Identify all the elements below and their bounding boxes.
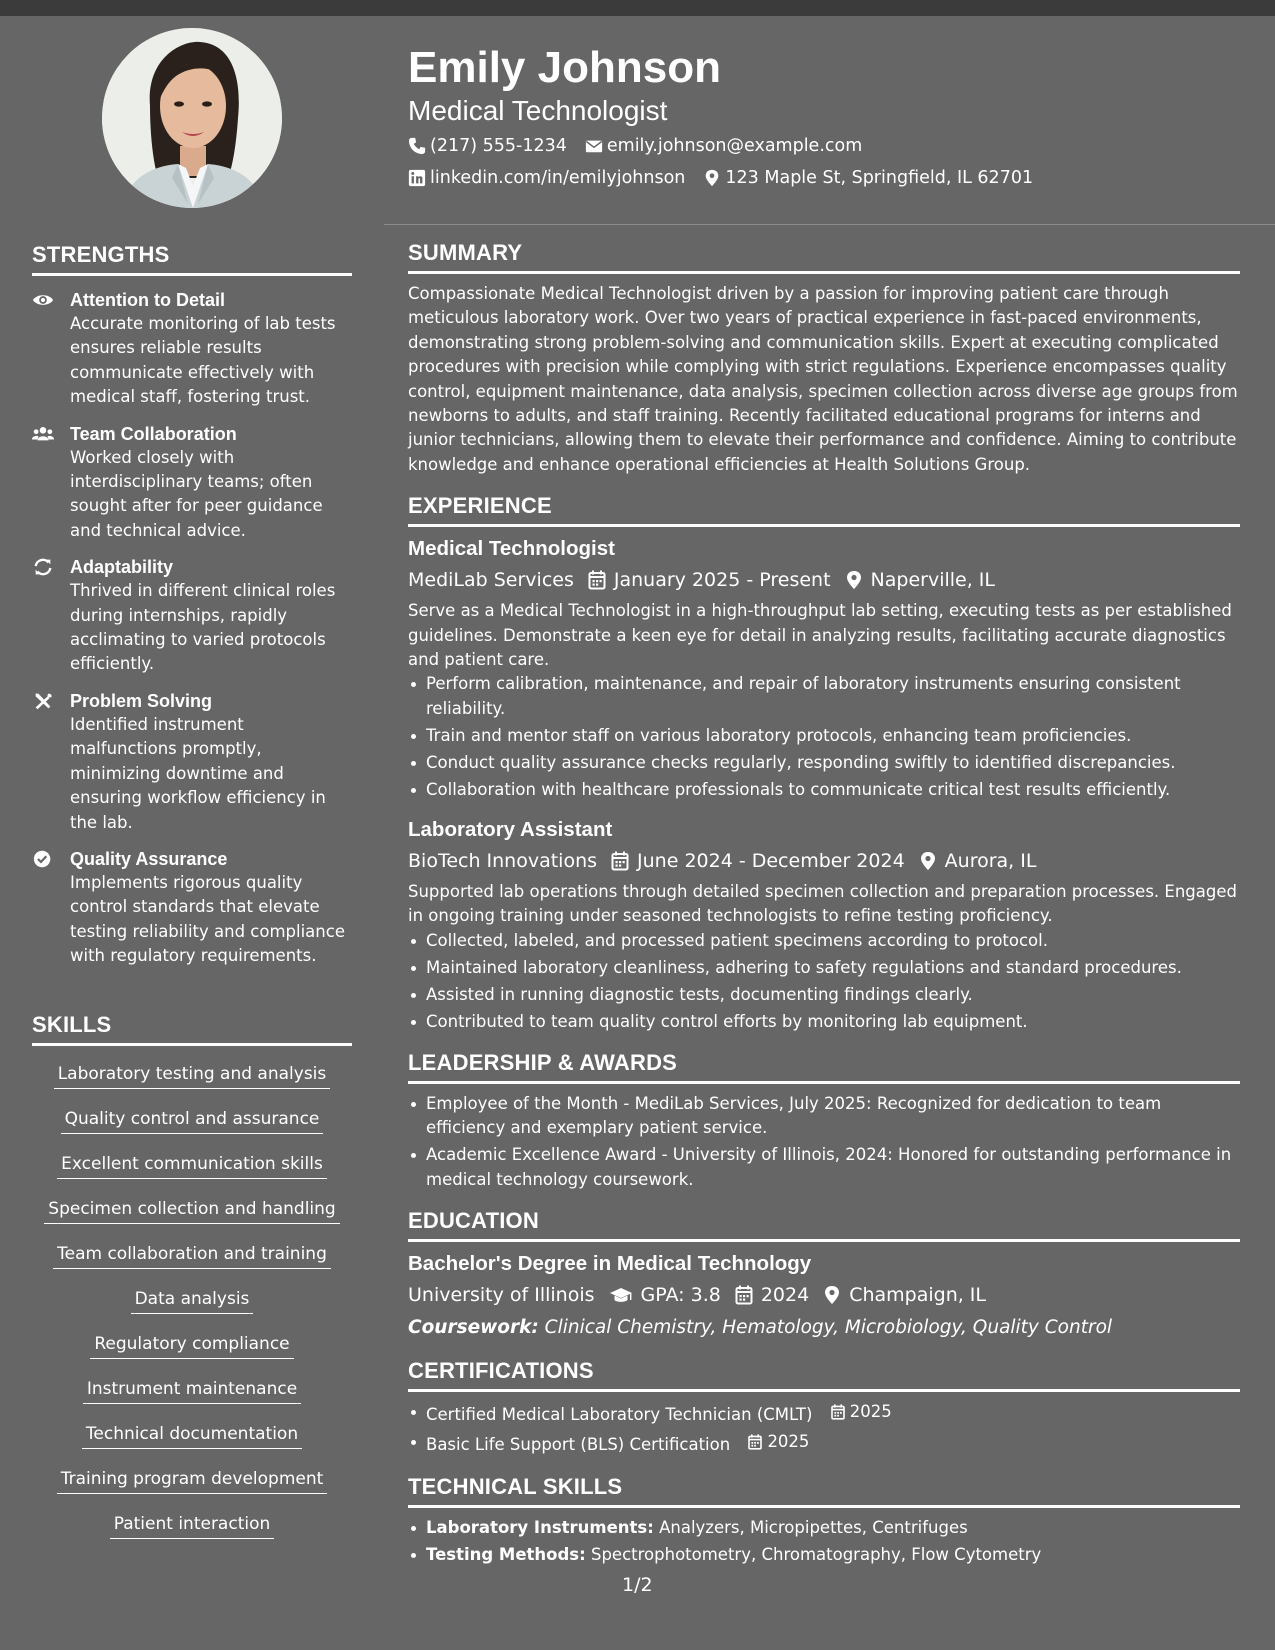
- strength-item: [32, 847, 352, 969]
- email-link[interactable]: emily.johnson@example.com: [606, 136, 863, 156]
- job-description: Serve as a Medical Technologist in a high-throughput lab setting, executing tests as per established guidelines. Demonstrate a keen eye for detail in analyzing results, facilitating accurate diagnostics and patient care.: [408, 601, 1232, 670]
- strength-item: [32, 288, 352, 410]
- experience-heading: EXPERIENCE: [408, 493, 1240, 527]
- job-bullet: Train and mentor staff on various laboratory protocols, enhancing team proficiencies.: [408, 724, 1240, 748]
- job-title: Laboratory Assistant: [408, 818, 613, 841]
- certification-item: [408, 1400, 1240, 1428]
- coursework-list: Clinical Chemistry, Hematology, Microbiology, Quality Control: [544, 1317, 1113, 1339]
- graduation-year: 2024: [760, 1284, 810, 1307]
- job-location: Naperville, IL: [870, 569, 995, 592]
- education-section: [408, 1208, 1240, 1342]
- technical-skill-value: Spectrophotometry, Chromatography, Flow Cytometry: [590, 1544, 1042, 1564]
- skill-item: Patient interaction: [110, 1512, 275, 1539]
- education-heading: EDUCATION: [408, 1208, 1240, 1242]
- coursework-label: Coursework:: [408, 1317, 539, 1339]
- gpa: GPA: 3.8: [640, 1284, 721, 1307]
- job-bullet: Assisted in running diagnostic tests, documenting findings clearly.: [408, 983, 1240, 1007]
- skills-list: [32, 1062, 352, 1557]
- top-bar: [0, 0, 1275, 16]
- job-location: Aurora, IL: [944, 850, 1037, 872]
- strength-name: Problem Solving: [70, 690, 213, 711]
- calendar-icon: [588, 570, 606, 590]
- company-name: BioTech Innovations: [408, 850, 598, 872]
- school-location: Champaign, IL: [849, 1284, 987, 1307]
- coursework: [408, 1314, 1240, 1342]
- strengths-list: [32, 288, 352, 981]
- job-dates: January 2025 - Present: [613, 569, 831, 592]
- technical-skills-section: [408, 1474, 1240, 1567]
- skill-item: Quality control and assurance: [61, 1107, 324, 1134]
- education-meta: [408, 1280, 1240, 1310]
- skill-item: Training program development: [57, 1467, 328, 1494]
- job-bullet: Maintained laboratory cleanliness, adhering to safety regulations and standard procedures.: [408, 956, 1240, 980]
- job-bullet: Conduct quality assurance checks regularly, responding swiftly to identified discrepancies.: [408, 751, 1240, 775]
- job-entry: [408, 816, 1240, 1034]
- strength-name: Team Collaboration: [70, 423, 237, 444]
- summary-text: Compassionate Medical Technologist driven by a passion for improving patient care through meticulous laboratory work. Over two years of practical experience in fast-paced environments, demonstrating strong problem-solving and communication skills. Expert at executing complicated procedures with precision while complying with strict regulations. Experience encompasses quality control, equipment maintenance, data analysis, specimen collection across diverse age groups from newborns to adults, and staff training. Recently facilitated educational programs for interns and junior technicians, allowing them to elevate their performance and confidence. Aiming to contribute knowledge and enhance operational efficiencies at Health Solutions Group.: [408, 284, 1238, 474]
- school-name: University of Illinois: [408, 1284, 595, 1307]
- job-bullet: Collected, labeled, and processed patient specimens according to protocol.: [408, 929, 1240, 953]
- leadership-heading: LEADERSHIP & AWARDS: [408, 1050, 1240, 1084]
- map-marker-icon: [919, 851, 937, 871]
- skills-heading: SKILLS: [32, 1012, 352, 1046]
- strength-description: Accurate monitoring of lab tests ensures reliable results communicate effectively with medical staff, fostering trust.: [70, 314, 336, 407]
- certification-item: [408, 1430, 1240, 1458]
- strength-description: Implements rigorous quality control standards that elevate testing reliability and compliance with regulatory requirements.: [70, 872, 345, 966]
- job-bullets: [408, 672, 1240, 802]
- job-bullets: [408, 929, 1240, 1034]
- certification-list: [408, 1400, 1240, 1458]
- contact-row-1: [408, 134, 880, 158]
- map-marker-icon: [703, 169, 721, 187]
- certification-name: Certified Medical Laboratory Technician (CMLT): [426, 1405, 813, 1425]
- technical-skill-value: Analyzers, Micropipettes, Centrifuges: [659, 1517, 968, 1537]
- calendar-icon: [830, 1404, 846, 1420]
- technical-skill-item: [408, 1516, 1240, 1540]
- degree-title: Bachelor's Degree in Medical Technology: [408, 1252, 812, 1276]
- strength-name: Quality Assurance: [70, 848, 228, 869]
- company-name: MediLab Services: [408, 569, 574, 592]
- skill-item: Regulatory compliance: [90, 1332, 293, 1359]
- skill-item: Team collaboration and training: [53, 1242, 331, 1269]
- calendar-icon: [747, 1434, 763, 1450]
- job-entry: [408, 535, 1240, 802]
- page-number: 1/2: [622, 1574, 653, 1596]
- skill-item: Excellent communication skills: [57, 1152, 327, 1179]
- graduation-cap-icon: [609, 1285, 633, 1305]
- award-list: [408, 1092, 1240, 1192]
- strengths-heading: STRENGTHS: [32, 242, 352, 276]
- job-dates: June 2024 - December 2024: [637, 850, 905, 872]
- strength-item: [32, 555, 352, 677]
- job-description: Supported lab operations through detailed specimen collection and preparation processes. Engaged in ongoing training under seasoned technologists to refine testing proficiency.: [408, 882, 1237, 926]
- technical-skill-label: Testing Methods:: [426, 1544, 586, 1564]
- strength-description: Worked closely with interdisciplinary teams; often sought after for peer guidance and technical advice.: [70, 447, 323, 540]
- envelope-icon: [585, 137, 603, 155]
- technical-skills-list: [408, 1516, 1240, 1567]
- award-item: Academic Excellence Award - University of Illinois, 2024: Honored for outstanding performance in medical technology coursework.: [408, 1143, 1240, 1192]
- map-marker-icon: [823, 1285, 841, 1305]
- map-marker-icon: [845, 570, 863, 590]
- skill-item: Data analysis: [131, 1287, 254, 1314]
- contact-row-2: [408, 166, 1051, 190]
- calendar-icon: [611, 851, 629, 871]
- summary-heading: SUMMARY: [408, 240, 1240, 274]
- strength-description: Thrived in different clinical roles during internships, rapidly acclimating to varied protocols efficiently.: [70, 581, 336, 674]
- job-title: Medical Technologist: [408, 537, 615, 561]
- leadership-section: [408, 1050, 1240, 1192]
- strength-item: [32, 689, 352, 835]
- profile-photo: [102, 28, 282, 208]
- technical-skill-label: Laboratory Instruments:: [426, 1517, 654, 1537]
- linkedin-icon: [408, 169, 426, 187]
- check-circle-icon: [32, 847, 70, 969]
- main-content: [408, 240, 1240, 1583]
- job-meta: [408, 565, 1240, 595]
- strength-name: Attention to Detail: [70, 290, 225, 310]
- certifications-section: [408, 1358, 1240, 1458]
- technical-skill-item: [408, 1543, 1240, 1567]
- address: 123 Maple St, Springfield, IL 62701: [725, 168, 1034, 188]
- strength-item: [32, 422, 352, 544]
- job-bullet: Collaboration with healthcare professionals to communicate critical test results efficiently.: [408, 778, 1240, 802]
- certification-year: 2025: [767, 1432, 810, 1452]
- certification-year: 2025: [849, 1402, 892, 1422]
- skill-item: Instrument maintenance: [83, 1377, 301, 1404]
- job-meta: [408, 846, 1240, 876]
- skill-item: Laboratory testing and analysis: [54, 1062, 331, 1089]
- certifications-heading: CERTIFICATIONS: [408, 1358, 1240, 1392]
- header-divider: [384, 224, 1275, 225]
- job-bullet: Contributed to team quality control efforts by monitoring lab equipment.: [408, 1010, 1240, 1034]
- strength-description: Identified instrument malfunctions promptly, minimizing downtime and ensuring workflow efficiency in the lab.: [70, 714, 326, 832]
- candidate-role: Medical Technologist: [408, 95, 668, 126]
- calendar-icon: [735, 1285, 753, 1305]
- job-bullet: Perform calibration, maintenance, and repair of laboratory instruments ensuring consistent reliability.: [408, 672, 1240, 721]
- phone-number: (217) 555-1234: [430, 136, 567, 156]
- linkedin-link[interactable]: linkedin.com/in/emilyjohnson: [430, 168, 686, 188]
- users-icon: [32, 422, 70, 544]
- eye-icon: [32, 288, 70, 410]
- strength-name: Adaptability: [70, 557, 174, 578]
- tools-icon: [32, 689, 70, 835]
- skill-item: Specimen collection and handling: [44, 1197, 339, 1224]
- skill-item: Technical documentation: [82, 1422, 302, 1449]
- technical-skills-heading: TECHNICAL SKILLS: [408, 1474, 1240, 1508]
- phone-icon: [408, 137, 426, 155]
- candidate-name: Emily Johnson: [408, 43, 721, 92]
- award-item: Employee of the Month - MediLab Services, July 2025: Recognized for dedication to team efficiency and exemplary patient service.: [408, 1092, 1240, 1141]
- certification-name: Basic Life Support (BLS) Certification: [426, 1435, 731, 1455]
- summary-section: [408, 240, 1240, 477]
- experience-section: [408, 493, 1240, 1034]
- sync-icon: [32, 555, 70, 677]
